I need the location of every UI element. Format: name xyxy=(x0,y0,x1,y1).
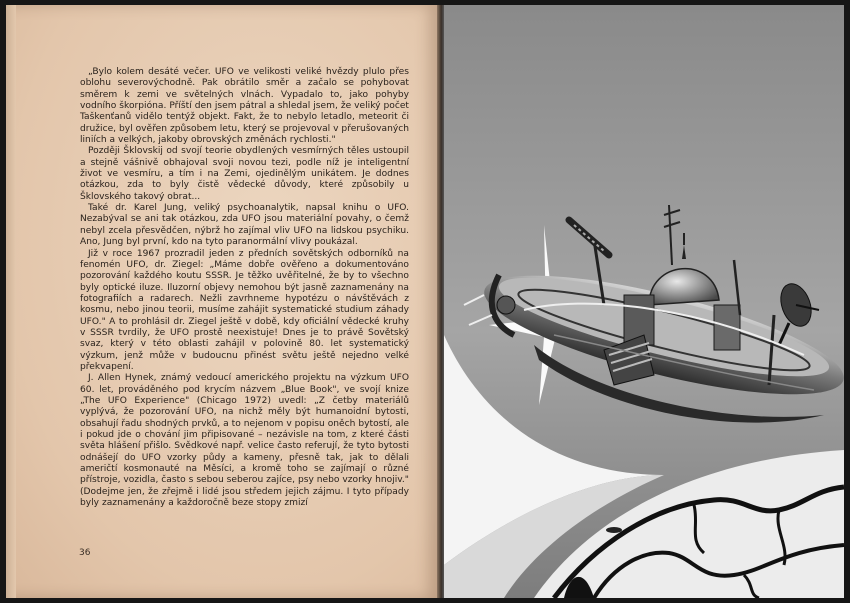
paragraph: Také dr. Karel Jung, veliký psychoanalytik, napsal knihu o UFO. Nezabýval se ani tak otázkou, zda UFO jsou materiální povahy, o čemž nebyl zcela přesvědčen, nýbrž ho zajímal vliv UFO na lidskou psychiku. Ano, Jung byl první, kdo na tyto paranormální vlivy poukázal. xyxy=(80,203,409,248)
paragraph: Již v roce 1967 prozradil jeden z předních sovětských odborníků na fenomén UFO, dr. Ziegel: „Máme dobře ověřeno a dokumentováno pozorování každého koutu SSSR. Je těžko uvěřitelné, že by to všechno byly optické iluze. Iluzorní objevy nemohou být jasně zaznamenány na fotografiích a radarech. Nežli zavrhneme hypotézu o návštěvách z kosmu, nebo jinou teorii, musíme zahájit systematické studium záhady UFO." A to prohlásil dr. Ziegel ještě v době, kdy oficiální vědecké kruhy v SSSR tvrdily, že UFO prostě neexistuje! Dnes je to právě Sovětský svaz, který v této oblasti zahájil v polovině 80. let systematický výzkum, jenž může v budoucnu přinést světu ještě nejedno velké překvapení. xyxy=(80,248,409,372)
book-gutter xyxy=(437,5,444,598)
page-number: 36 xyxy=(79,548,91,558)
left-page xyxy=(6,5,437,598)
paragraph: „Bylo kolem desáté večer. UFO ve velikosti veliké hvězdy plulo přes oblohu severovýchodně. Pak obrátilo směr a začalo se pohybovat směrem k zemi ve světelných vlnách. Vypadalo to, jako pohyby vodního škorpióna. Příští den jsem pátral a shledal jsem, že veliký počet Taškenťanů vidělo tentýž objekt. Fakt, že to nebylo letadlo, meteorit či družice, byl ověřen způsobem letu, který se projevoval v přerušovaných liniích a velkých, jakoby obrovských změnách rychlosti." xyxy=(80,67,409,146)
ufo-illustration xyxy=(444,5,844,598)
book-spread xyxy=(6,5,844,598)
paragraph: J. Allen Hynek, známý vedoucí amerického projektu na výzkum UFO 60. let, prováděného pod krycím názvem „Blue Book", ve svojí knize „The UFO Experience" (Chicago 1972) uvedl: „Z četby materiálů vyplývá, že pozorování UFO, na nichž měly být humanoidní bytosti, obsahují řadu shodných prvků, a to nejenom v popisu oněch bytostí, ale i pokud jde o chování jim připisované – nezávisle na tom, z které části světa hlášení přišlo. Svědkové např. velice často referují, že tyto bytosti odnášejí do UFO vzorky půdy a kameny, přesně tak, jak to dělali američtí kosmonauté na Měsíci, a kromě toho se zajímají o různé přístroje, vozidla, často s sebou seberou zajíce, psy nebo vzorky hnojiv." (Dodejme jen, že zřejmě i lidé jsou středem jejich zájmu. I tyto případy byly zaznamenány a každoročně beze stopy zmizí xyxy=(80,373,409,509)
page-edge xyxy=(6,5,16,598)
right-page-illustration xyxy=(444,5,844,598)
body-text xyxy=(80,67,409,509)
paragraph: Později Šklovskij od svojí teorie obydlených vesmírných těles ustoupil a stejně vášnivě obhajoval svoji novou tezi, podle níž je inteligentní život ve vesmíru, a tím i na Zemi, ojedinělým unikátem. Je dodnes otázkou, zda to byly čistě vědecké důvody, které způsobily u Šklovského takový obrat... xyxy=(80,146,409,202)
